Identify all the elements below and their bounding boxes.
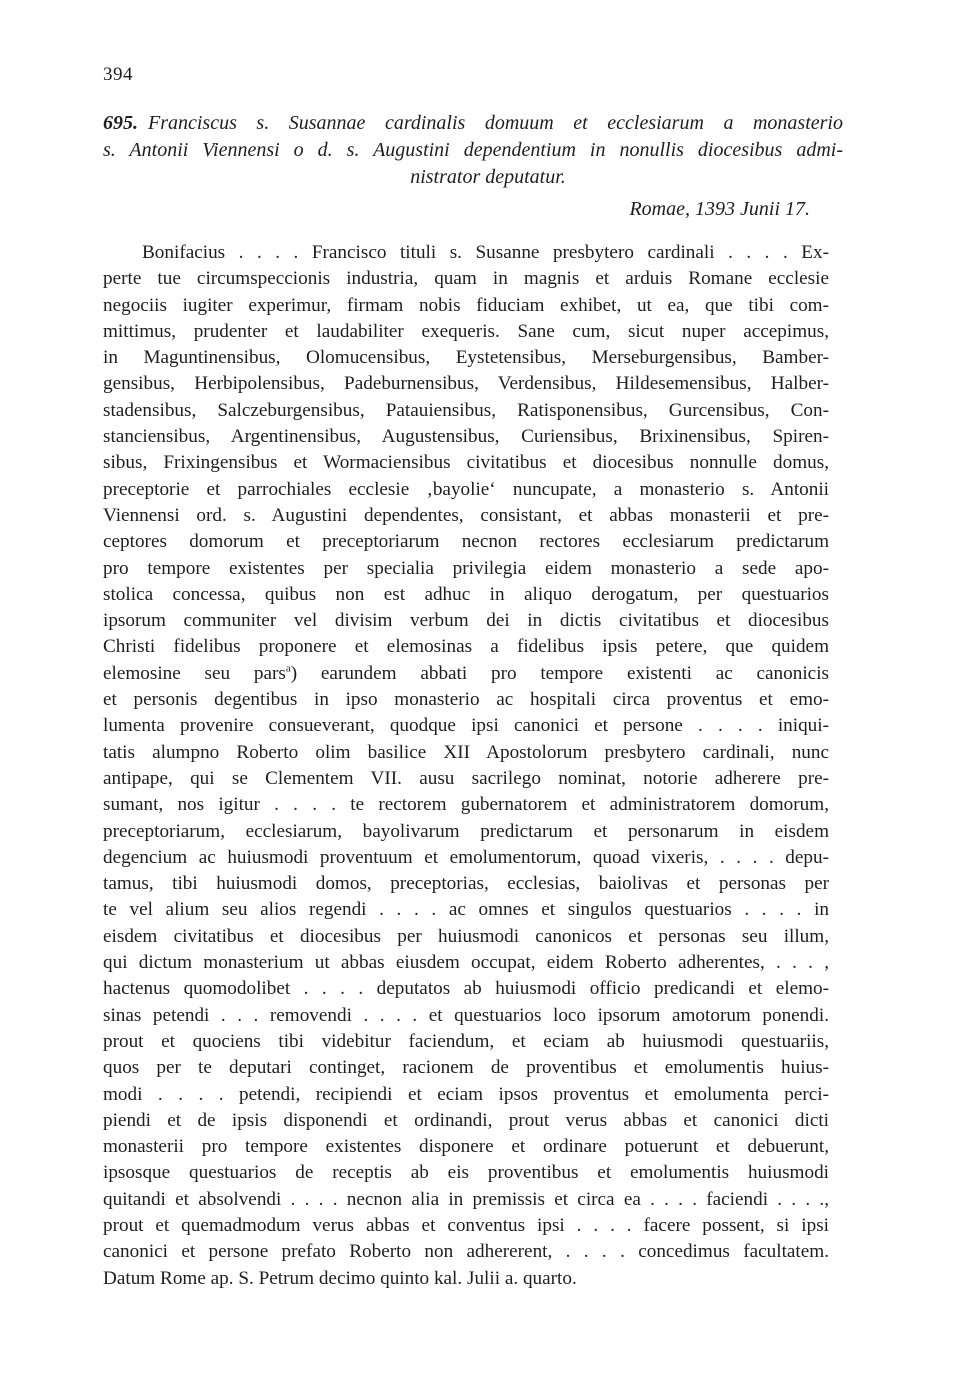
body-line-text: hactenus quomodolibet . . . . deputatos ab huiusmodi officio predicandi et elemo-: [103, 978, 829, 1000]
body-line: [103, 582, 829, 608]
body-line-text: canonici et persone prefato Roberto non adhererent, . . . . concedimus facultatem.: [103, 1241, 829, 1263]
body-line: [103, 1160, 829, 1186]
body-line-text: preceptorie et parrochiales ecclesie ‚bayolie‘ nuncupate, a monasterio s. Antonii: [103, 478, 829, 500]
body-line: [103, 293, 829, 319]
body-line-text: Christi fidelibus proponere et elemosinas a fidelibus ipsis petere, que quidem: [103, 636, 829, 658]
body-line: [103, 371, 829, 397]
body-text: [103, 240, 829, 1292]
body-line-text: tamus, tibi huiusmodi domos, preceptorias, ecclesias, baiolivas et personas per: [103, 873, 829, 895]
body-line: [103, 266, 829, 292]
body-line: [103, 1082, 829, 1108]
body-line-text: ) earundem abbati pro tempore existenti ac canonicis: [290, 662, 829, 684]
body-line-text: gensibus, Herbipolensibus, Padeburnensibus, Verdensibus, Hildesemensibus, Halber-: [103, 373, 829, 395]
body-line: [103, 240, 829, 266]
body-line: [103, 1134, 829, 1160]
body-line: [103, 792, 829, 818]
body-line-text: ceptores domorum et preceptoriarum necnon rectores ecclesiarum predictarum: [103, 531, 829, 553]
body-line-text: pro tempore existentes per specialia privilegia eidem monasterio a sede apo-: [103, 557, 829, 579]
body-line-text: preceptoriarum, ecclesiarum, bayolivarum predictarum et personarum in eisdem: [103, 820, 829, 842]
body-line-text: in Maguntinensibus, Olomucensibus, Eystetensibus, Merseburgensibus, Bamber-: [103, 347, 829, 369]
dateline: Romae, 1393 Junii 17.: [629, 198, 810, 220]
heading-line-3: nistrator deputatur.: [410, 166, 566, 188]
body-line-text: antipape, qui se Clementem VII. ausu sacrilego nominat, notorie adherere pre-: [103, 767, 829, 789]
body-line: [103, 398, 829, 424]
body-line-text: Bonifacius . . . . Francisco tituli s. Susanne presbytero cardinali . . . . Ex-: [142, 242, 829, 263]
body-line-text: te vel alium seu alios regendi . . . . ac omnes et singulos questuarios . . . . in: [103, 899, 829, 921]
body-line-text: tatis alumpno Roberto olim basilice XII Apostolorum presbytero cardinali, nunc: [103, 741, 829, 763]
body-line: [103, 1029, 829, 1055]
body-line-text: stadensibus, Salczeburgensibus, Patauiensibus, Ratisponensibus, Gurcensibus, Con-: [103, 399, 829, 421]
body-line-text: sumant, nos igitur . . . . te rectorem gubernatorem et administratorem domorum,: [103, 794, 829, 816]
body-line-text: prout et quemadmodum verus abbas et conventus ipsi . . . . facere possent, si ipsi: [103, 1214, 829, 1236]
body-line: [103, 634, 829, 660]
body-line: [103, 1108, 829, 1134]
body-line-text: lumenta provenire consueverant, quodque ipsi canonici et persone . . . . iniqui-: [103, 715, 829, 737]
body-line-text: qui dictum monasterium ut abbas eiusdem occupat, eidem Roberto adherentes, . . . ,: [103, 952, 829, 974]
body-line: [103, 950, 829, 976]
footnote-marker: a: [285, 662, 291, 675]
body-line-text: Viennensi ord. s. Augustini dependentes, consistant, et abbas monasterii et pre-: [103, 504, 829, 526]
body-line: [103, 1213, 829, 1239]
body-line: [103, 819, 829, 845]
body-line: [103, 503, 829, 529]
body-line-text: degencium ac huiusmodi proventuum et emolumentorum, quoad vixeris, . . . . depu-: [103, 846, 829, 868]
body-line-text: stanciensibus, Argentinensibus, Augustensibus, Curiensibus, Brixinensibus, Spiren-: [103, 426, 829, 448]
body-line: [103, 871, 829, 897]
body-line: [103, 477, 829, 503]
heading-line-1: [103, 110, 843, 137]
body-line-text: ipsosque questuarios de receptis ab eis proventibus et emolumentis huiusmodi: [103, 1162, 829, 1184]
body-line: [103, 345, 829, 371]
body-line: [103, 897, 829, 923]
body-line-text: stolica concessa, quibus non est adhuc in aliquo derogatum, per questuarios: [103, 583, 829, 605]
body-line-text: eisdem civitatibus et diocesibus per huiusmodi canonicos et personas seu illum,: [103, 925, 829, 947]
body-line: [103, 319, 829, 345]
body-line: [103, 661, 829, 687]
heading-line-2: s. Antonii Viennensi o d. s. Augustini dependentium in nonullis diocesibus admi-: [103, 139, 843, 161]
body-line-text: ipsorum communiter vel divisim verbum dei in dictis civitatibus et diocesibus: [103, 610, 829, 632]
body-line-text: modi . . . . petendi, recipiendi et eciam ipsos proventus et emolumenta perci-: [103, 1083, 829, 1105]
body-line-text: perte tue circumspeccionis industria, quam in magnis et arduis Romane ecclesie: [103, 268, 829, 290]
body-line-text: mittimus, prudenter et laudabiliter exequeris. Sane cum, sicut nuper accepimus,: [103, 320, 829, 342]
body-line: [103, 529, 829, 555]
body-line: [103, 1239, 829, 1265]
body-line-text: sibus, Frixingensibus et Wormaciensibus civitatibus et diocesibus nonnulle domus,: [103, 452, 829, 474]
body-line: [103, 1055, 829, 1081]
body-line-text: elemosine seu pars: [103, 662, 286, 684]
body-line-text: monasterii pro tempore existentes disponere et ordinare potuerunt et debuerunt,: [103, 1136, 829, 1158]
document-number: 695.: [103, 112, 138, 134]
body-line: [103, 450, 829, 476]
body-line-text: sinas petendi . . . removendi . . . . et questuarios loco ipsorum amotorum ponendi.: [103, 1004, 829, 1026]
body-line: [103, 924, 829, 950]
body-line: [103, 845, 829, 871]
body-line: [103, 687, 829, 713]
heading-text-1: Franciscus s. Susannae cardinalis domuum et ecclesiarum a monasterio: [148, 112, 843, 134]
body-line-text: Datum Rome ap. S. Petrum decimo quinto kal. Julii a. quarto.: [103, 1267, 577, 1289]
body-line: [103, 556, 829, 582]
body-line-text: quos per te deputari continget, racionem de proventibus et emolumentis huius-: [103, 1057, 829, 1079]
body-line: [103, 766, 829, 792]
body-line: [103, 424, 829, 450]
document-heading: [103, 110, 843, 191]
body-line: [103, 740, 829, 766]
body-line: [103, 1187, 829, 1213]
body-line-text: negociis iugiter experimur, firmam nobis fiduciam exhibet, ut ea, que tibi com-: [103, 294, 829, 316]
body-line-text: piendi et de ipsis disponendi et ordinandi, prout verus abbas et canonici dicti: [103, 1109, 829, 1131]
page-number: 394: [103, 64, 133, 85]
body-line: [103, 1003, 829, 1029]
body-line: [103, 608, 829, 634]
body-line: [103, 1266, 829, 1292]
body-line: [103, 713, 829, 739]
body-line-text: quitandi et absolvendi . . . . necnon alia in premissis et circa ea . . . . faciendi . . . .,: [103, 1188, 829, 1210]
body-line: [103, 976, 829, 1002]
body-line-text: prout et quociens tibi videbitur faciendum, et eciam ab huiusmodi questuariis,: [103, 1030, 829, 1052]
body-line-text: et personis degentibus in ipso monasterio ac hospitali circa proventus et emo-: [103, 689, 829, 711]
